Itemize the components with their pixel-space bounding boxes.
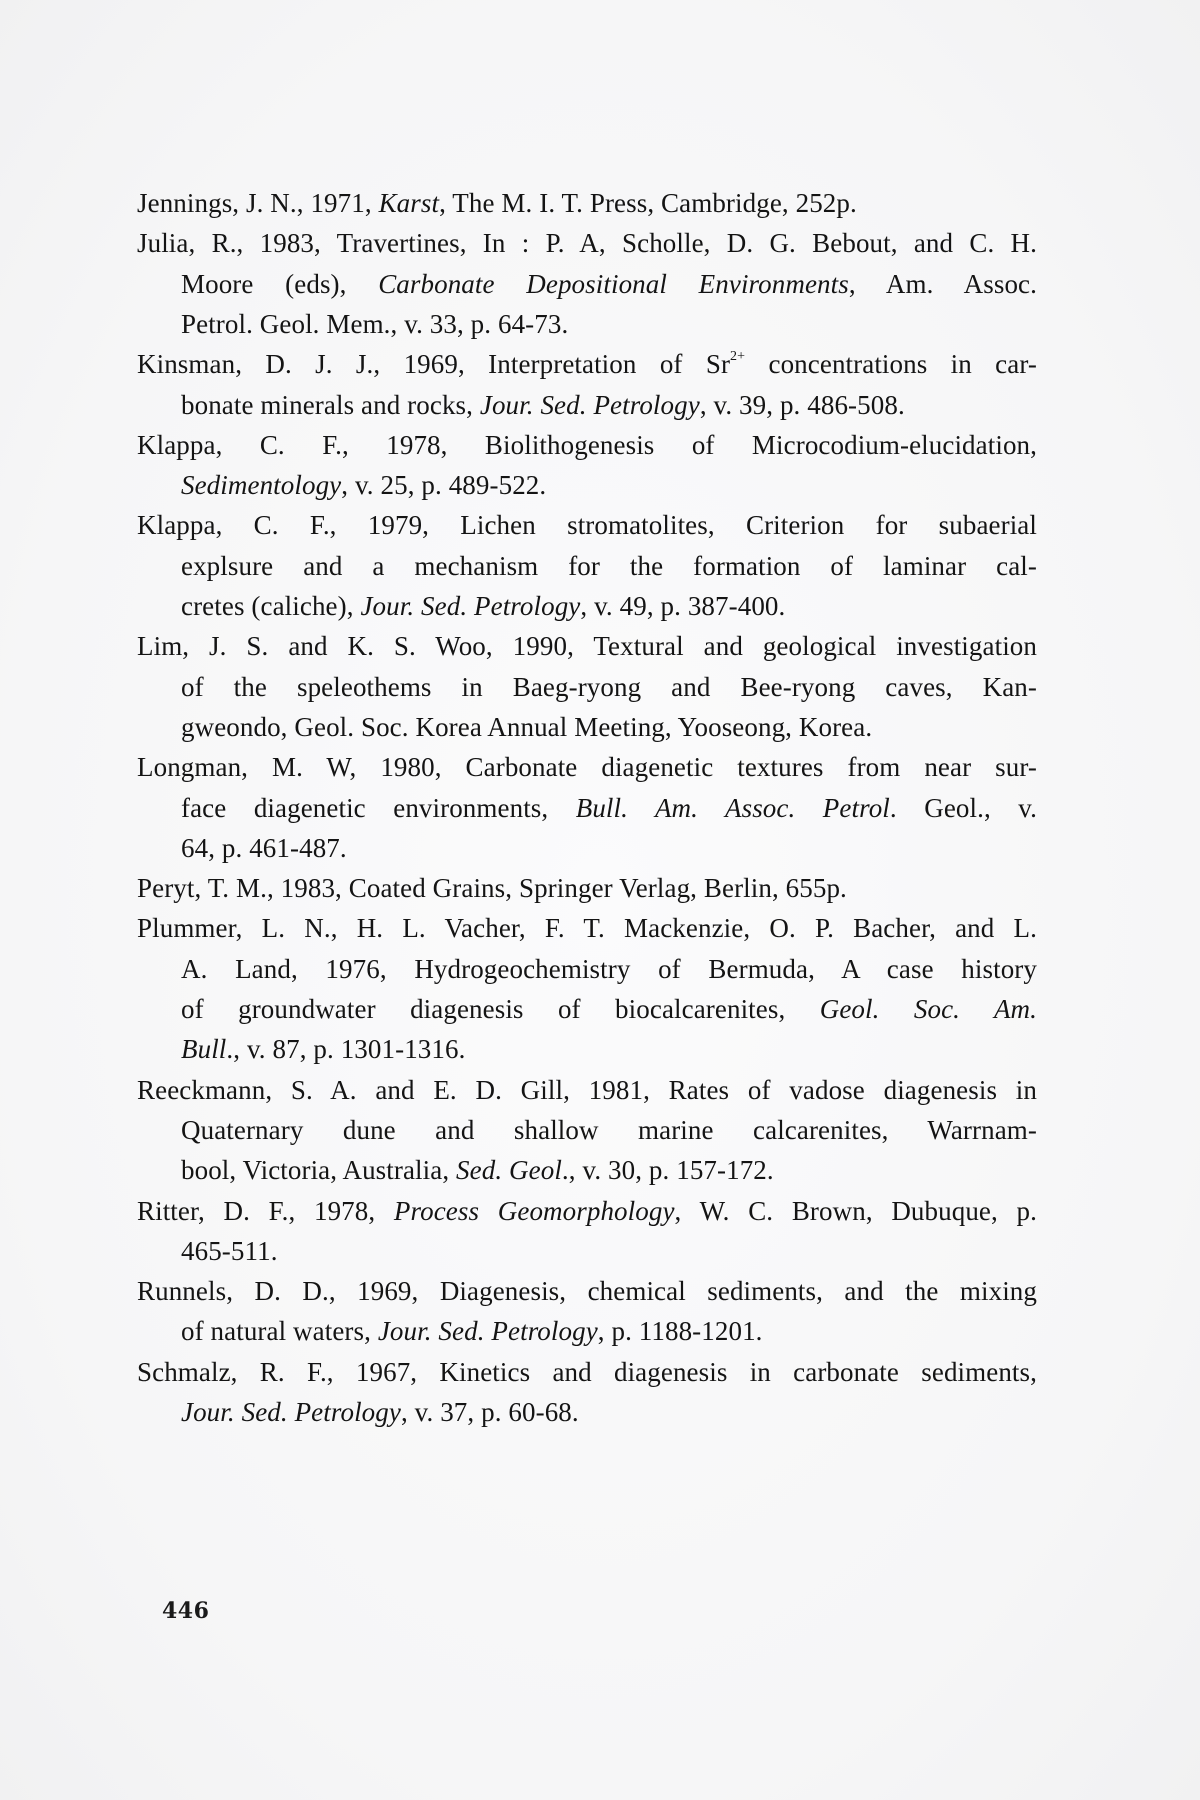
reference-first-line [137,624,1037,668]
reference-text: Klappa, C. F., 1979, Lichen stromatolites, Criterion for subaerial [137,510,1037,541]
reference-first-line [137,1068,1037,1112]
reference-text: , Am. Assoc. [848,268,1037,299]
reference-text: 64, p. 461-487. [181,832,347,863]
reference-text: , The M. I. T. Press, Cambridge, 252p. [439,188,857,218]
reference-continuation-line [181,544,1037,588]
reference-first-line [137,503,1037,547]
reference-text: Peryt, T. M., 1983, Coated Grains, Springer Verlag, Berlin, 655p. [137,873,847,904]
reference-italic-title: Bull. Am. Assoc. Petrol [575,792,890,823]
reference-continuation-line [181,584,785,628]
reference-text: Quaternary dune and shallow marine calcarenites, Warrnam- [181,1114,1037,1145]
reference-italic-title: Jour. Sed. Petrology [479,389,700,420]
reference-text: gweondo, Geol. Soc. Korea Annual Meeting, Yooseong, Korea. [181,711,873,742]
reference-text: of natural waters, [181,1316,378,1347]
reference-text: Kinsman, D. J. J., 1969, Interpretation of Sr [137,349,731,380]
reference-text: explsure and a mechanism for the formation of laminar cal- [181,550,1037,581]
reference-text: , W. C. Brown, Dubuque, p. [674,1195,1037,1226]
reference-text: Runnels, D. D., 1969, Diagenesis, chemical sediments, and the mixing [137,1276,1037,1307]
reference-italic-title: Carbonate Depositional Environments [378,268,849,299]
reference-italic-title: Jour. Sed. Petrology [360,591,581,621]
reference-text: Julia, R., 1983, Travertines, In : P. A, Scholle, D. G. Bebout, and C. H. [137,228,1037,259]
reference-first-line [137,1269,1037,1313]
reference-continuation-line [181,463,546,507]
superscript: 2+ [730,349,746,365]
reference-text: ., v. 87, p. 1301-1316. [226,1034,466,1065]
reference-text: face diagenetic environments, [181,792,576,823]
reference-continuation-line [181,1229,278,1273]
reference-continuation-line [181,786,1037,830]
reference-first-line [137,745,1037,789]
reference-first-line [137,1350,1037,1394]
reference-italic-title: Sedimentology [181,470,342,501]
reference-continuation-line [181,262,1037,306]
reference-text: Klappa, C. F., 1978, Biolithogenesis of Microcodium-elucidation, [137,429,1037,460]
reference-text: Lim, J. S. and K. S. Woo, 1990, Textural and geological investigation [137,631,1037,662]
reference-continuation-line [181,1309,763,1353]
reference-text: , v. 25, p. 489-522. [341,470,547,501]
reference-text: , v. 37, p. 60-68. [400,1397,579,1427]
reference-text: Moore (eds), [181,268,379,299]
reference-continuation-line [181,383,905,427]
reference-continuation-line [181,1148,774,1192]
reference-text: Longman, M. W, 1980, Carbonate diagenetic textures from near sur- [137,752,1037,783]
reference-text: bonate minerals and rocks, [181,389,480,420]
reference-text: ., v. 30, p. 157-172. [561,1155,774,1186]
reference-first-line [137,423,1037,467]
reference-text: of groundwater diagenesis of biocalcarenites, [181,994,820,1024]
reference-continuation-line [181,665,1037,709]
reference-text: Petrol. Geol. Mem., v. 33, p. 64-73. [181,308,569,339]
reference-continuation-line [181,1027,465,1071]
reference-text: , v. 39, p. 486-508. [699,389,905,420]
reference-text: Plummer, L. N., H. L. Vacher, F. T. Mackenzie, O. P. Bacher, and L. [137,913,1037,944]
reference-first-line [137,342,1037,386]
reference-text: Reeckmann, S. A. and E. D. Gill, 1981, Rates of vadose diagenesis in [137,1074,1037,1105]
reference-italic-title: Sed. Geol [456,1155,562,1186]
reference-continuation-line [181,987,1037,1031]
reference-continuation-line [181,826,347,870]
reference-text: 465-511. [181,1235,278,1266]
reference-continuation-line [181,302,568,346]
reference-first-line [137,181,857,225]
reference-text: . Geol., v. [889,792,1037,823]
reference-text: A. Land, 1976, Hydrogeochemistry of Bermuda, A case history [181,953,1037,984]
reference-italic-title: Geol. Soc. Am. [819,994,1037,1024]
reference-continuation-line [181,1390,579,1434]
reference-italic-title: Karst [378,188,440,218]
reference-continuation-line [181,1108,1037,1152]
reference-first-line [137,866,847,910]
reference-text: cretes (caliche), [181,591,361,621]
reference-italic-title: Jour. Sed. Petrology [181,1397,401,1427]
reference-italic-title: Process Geomorphology [393,1195,675,1226]
reference-first-line [137,221,1037,265]
reference-continuation-line [181,705,872,749]
reference-italic-title: Jour. Sed. Petrology [377,1316,598,1347]
reference-continuation-line [181,947,1037,991]
reference-text: Ritter, D. F., 1978, [137,1195,394,1226]
page-number: 446 [162,1598,210,1624]
reference-text: bool, Victoria, Australia, [181,1155,457,1186]
reference-text: Schmalz, R. F., 1967, Kinetics and diagenesis in carbonate sediments, [137,1356,1037,1387]
reference-italic-title: Bull [181,1034,227,1065]
reference-text: concentrations in car- [745,349,1037,380]
reference-text: , p. 1188-1201. [597,1316,763,1347]
reference-text: Jennings, J. N., 1971, [137,188,379,218]
reference-first-line [137,906,1037,950]
reference-text: of the speleothems in Baeg-ryong and Bee-ryong caves, Kan- [181,671,1037,702]
reference-text: , v. 49, p. 387-400. [580,591,786,621]
reference-first-line [137,1189,1037,1233]
